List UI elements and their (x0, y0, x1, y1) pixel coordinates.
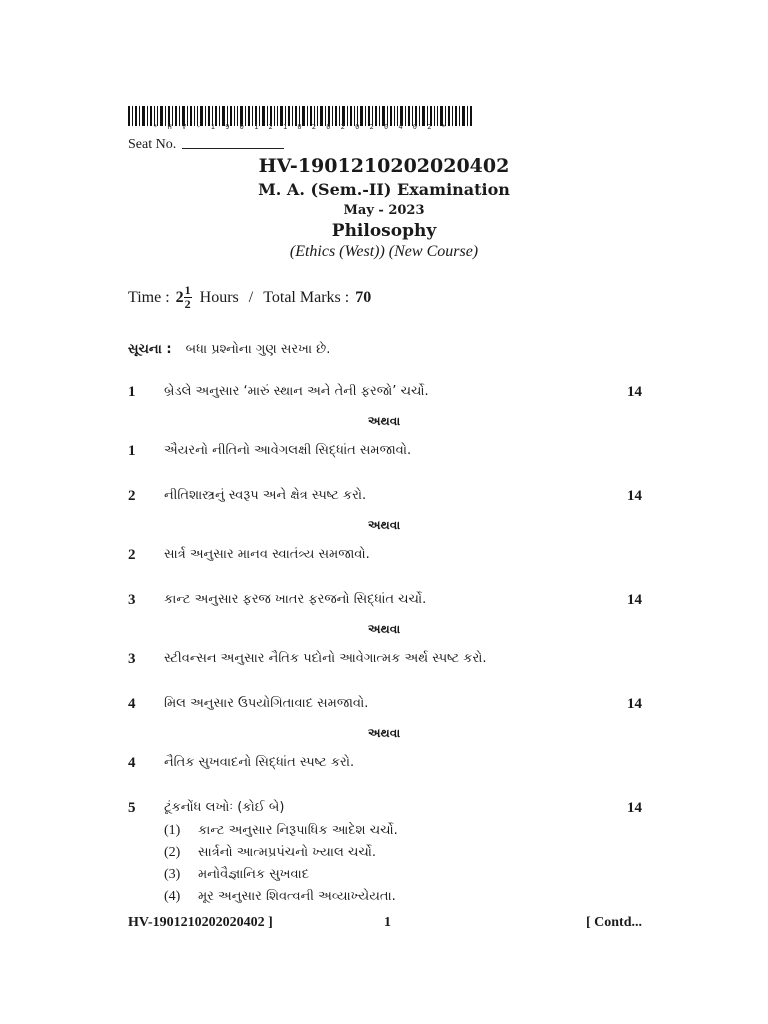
question-number: 3 (128, 651, 136, 667)
fraction-numerator: 1 (184, 283, 191, 297)
question-marks: 14 (627, 488, 642, 504)
short-note-item (164, 823, 398, 839)
or-divider: અથવા (367, 518, 401, 532)
question-marks: 14 (627, 592, 642, 608)
question-text: નૈતિક સુખવાદનો સિદ્ધાંત સ્પષ્ટ કરો. (164, 755, 355, 770)
item-number: (1) (164, 823, 181, 838)
or-divider: અથવા (367, 414, 401, 428)
question-text: સ્ટીવન્સન અનુસાર નૈતિક પદોનો આવેગાત્મક અર્થ સ્પષ્ટ કરો. (164, 651, 487, 666)
question-number: 3 (128, 592, 136, 608)
question-number: 1 (128, 384, 136, 400)
footer-page-number: 1 (384, 915, 391, 930)
seat-number (128, 136, 284, 153)
item-number: (3) (164, 867, 181, 882)
footer-paper-code: HV-1901210202020402 ] (128, 915, 273, 930)
instruction-text: બધા પ્રશ્નોના ગુણ સરખા છે. (185, 342, 331, 357)
barcode-caption: * H V - 1 9 0 1 2 1 0 2 0 2 0 2 0 4 0 2 * (153, 123, 449, 131)
instruction (128, 342, 330, 357)
question-number: 4 (128, 755, 136, 771)
question-marks: 14 (627, 384, 642, 400)
paper-code-title: HV-1901210202020402 (258, 155, 510, 177)
short-note-item (164, 867, 309, 883)
question-text: સાર્ત્ર અનુસાર માનવ સ્વાતંત્ર્ય સમજાવો. (164, 547, 370, 562)
question-text: મિલ અનુસાર ઉપયોગિતાવાદ સમજાવો. (164, 696, 369, 711)
time-label: Time : (128, 288, 170, 306)
question-text: ઐયરનો નીતિનો આવેગલક્ષી સિદ્ધાંત સમજાવો. (164, 443, 412, 458)
time-separator: / (248, 288, 254, 306)
question-text: કાન્ટ અનુસાર ફરજ ખાતર ફરજનો સિદ્ધાંત ચર્ચો. (164, 592, 427, 607)
time-and-marks (128, 284, 371, 311)
item-text: સાર્ત્રનો આત્મપ્રપંચનો ખ્યાલ ચર્ચો. (198, 845, 377, 860)
question-number: 1 (128, 443, 136, 459)
question-text: નીતિશાસ્ત્રનું સ્વરૂપ અને ક્ષેત્ર સ્પષ્ટ કરો. (164, 488, 367, 503)
instruction-label: સૂચના : (128, 342, 172, 357)
question-number: 4 (128, 696, 136, 712)
question-text: બ્રેડલે અનુસાર ‘મારું સ્થાન અને તેની ફરજો’ ચર્ચો. (164, 384, 429, 399)
question-number: 5 (128, 800, 136, 816)
item-text: કાન્ટ અનુસાર નિરૂપાધિક આદેશ ચર્ચો. (198, 823, 398, 838)
question-marks: 14 (627, 800, 642, 816)
item-number: (4) (164, 889, 181, 904)
item-number: (2) (164, 845, 181, 860)
course-title: (Ethics (West)) (New Course) (289, 243, 479, 260)
total-marks-value: 70 (355, 288, 372, 306)
subject-title: Philosophy (331, 221, 437, 241)
seat-number-blank (182, 136, 284, 149)
item-text: મનોવૈજ્ઞાનિક સુખવાદ (198, 867, 309, 882)
question-marks: 14 (627, 696, 642, 712)
short-note-item (164, 845, 376, 861)
short-note-item (164, 889, 396, 905)
time-fraction (184, 284, 192, 311)
exam-name: M. A. (Sem.-II) Examination (258, 180, 510, 199)
total-marks-label: Total Marks : (263, 288, 350, 306)
or-divider: અથવા (367, 726, 401, 740)
seat-label: Seat No. (128, 137, 177, 152)
footer-continued: [ Contd... (585, 915, 642, 930)
fraction-denominator: 2 (184, 297, 191, 311)
question-text: ટૂંકનોંધ લખોઃ (કોઈ બે) (164, 800, 285, 815)
item-text: મૂર અનુસાર શિવત્વની અવ્યાખ્યેયતા. (198, 889, 396, 904)
time-whole: 2 (175, 288, 184, 306)
or-divider: અથવા (367, 622, 401, 636)
question-number: 2 (128, 547, 136, 563)
hours-label: Hours (199, 288, 239, 306)
exam-date: May - 2023 (343, 203, 425, 218)
question-number: 2 (128, 488, 136, 504)
